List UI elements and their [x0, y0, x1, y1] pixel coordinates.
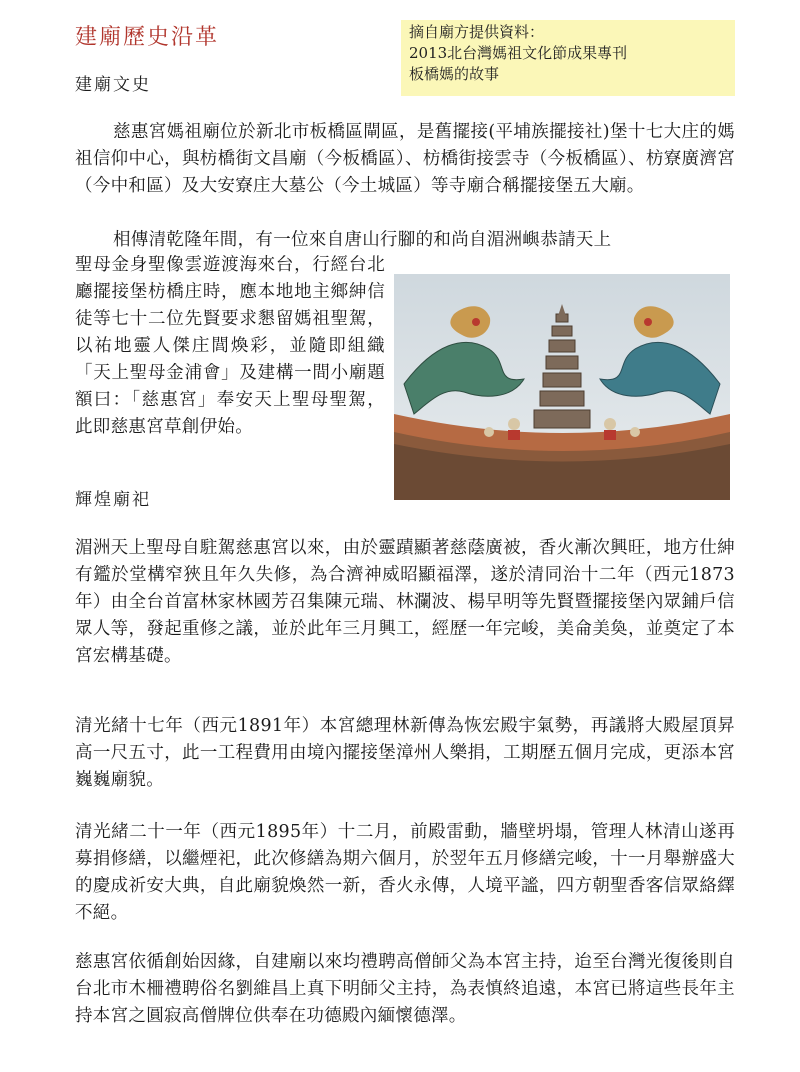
- glory-paragraph-4: 慈惠宮依循創始因緣，自建廟以來均禮聘高僧師父為本宮主持，迨至台灣光復後則自台北市木柵禮聘俗名劉維昌上真下明師父主持，為表慎終追遠，本宮已將這些長年主持本宮之圓寂高僧牌位供奉在功德殿內緬懷德澤。: [75, 952, 735, 1026]
- temple-roof-photo: [394, 274, 730, 500]
- history-paragraph-2-body: 聖母金身聖像雲遊渡海來台，行經台北廳擺接堡枋橋庄時，應本地地主鄉紳信徒等七十二位先賢要求懇留媽祖聖駕，以祐地靈人傑庄閭煥彩，並隨即組織「天上聖母金浦會」及建構一間小廟題額曰：「慈惠宮」奉安天上聖母聖駕，此即慈惠宮草創伊始。: [75, 255, 385, 437]
- glory-paragraph-2: 清光緒十七年（西元1891年）本宮總理林新傳為恢宏殿宇氣勢，再議將大殿屋頂昇高一尺五寸，此一工程費用由境內擺接堡漳州人樂捐，工期歷五個月完成，更添本宮巍巍廟貌。: [75, 716, 735, 790]
- section-heading-glory: 輝煌廟祀: [75, 490, 151, 510]
- glory-paragraph-1: 湄洲天上聖母自駐駕慈惠宮以來，由於靈蹟顯著慈蔭廣被，香火漸次興旺，地方仕紳有鑑於堂構窄狹且年久失修，為合濟神威昭顯福澤，遂於清同治十二年（西元1873年）由全台首富林家林國芳召集陳元瑞、林瀾波、楊早明等先賢暨擺接堡內眾鋪戶信眾人等，發起重修之議，並於此年三月興工，經歷一年完峻，美侖美奐，並奠定了本宮宏構基礎。: [75, 538, 735, 666]
- section-heading-history: 建廟文史: [75, 75, 151, 95]
- page-title: 建廟歷史沿革: [75, 25, 220, 50]
- source-note-line: 2013北台灣媽祖文化節成果專刊: [409, 44, 628, 62]
- history-paragraph-2-lead: 相傳清乾隆年間，有一位來自唐山行腳的和尚自湄洲嶼恭請天上: [113, 230, 612, 250]
- source-note-box: [401, 20, 735, 96]
- glory-paragraph-3: 清光緒二十一年（西元1895年）十二月，前殿雷動，牆壁坍塌，管理人林清山遂再募捐修繕，以繼煙祀，此次修繕為期六個月，於翌年五月修繕完峻，十一月舉辦盛大的慶成祈安大典，自此廟貌煥然一新，香火永傳，人境平謐，四方朝聖香客信眾絡繹不絕。: [75, 822, 735, 923]
- source-note-line: 板橋媽的故事: [409, 65, 500, 83]
- history-paragraph-1: 慈惠宮媽祖廟位於新北市板橋區閘區，是舊擺接(平埔族擺接社)堡十七大庄的媽祖信仰中心，與枋橋街文昌廟（今板橋區）、枋橋街接雲寺（今板橋區）、枋寮廣濟宮（今中和區）及大安寮庄大墓公（今土城區）等寺廟合稱擺接堡五大廟。: [75, 122, 735, 196]
- source-note-line: 摘自廟方提供資料：: [409, 23, 545, 41]
